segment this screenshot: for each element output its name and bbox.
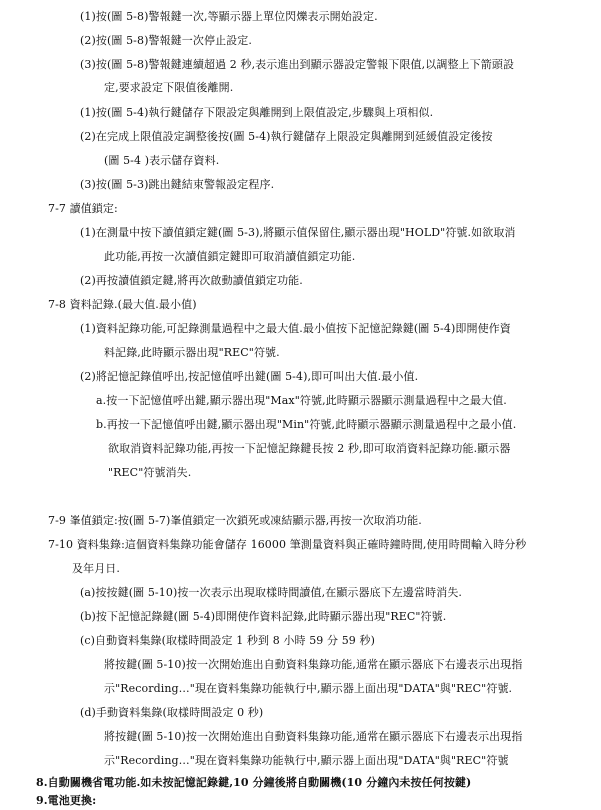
record-item-2: (2)將記憶記錄值呼出,按記憶值呼出鍵(圖 5-4),即可叫出大值.最小值. — [80, 370, 419, 383]
alarm-step-1: (1)按(圖 5-8)警報鍵一次,等顯示器上單位閃爍表示開始設定. — [80, 10, 378, 23]
record-item-2b-cont-2: "REC"符號消失. — [108, 466, 192, 479]
record-item-1: (1)資料記錄功能,可記錄測量過程中之最大值.最小值按下記憶記錄鍵(圖 5-4)即開使作資 — [80, 322, 511, 335]
datalog-item-d-cont-2: 示"Recording…"現在資料集錄功能執行中,顯示器上面出現"DATA"與"REC"符號 — [104, 754, 509, 767]
section-7-9-heading: 7-9 峯值鎖定:按(圖 5-7)峯值鎖定一次鎖死或凍結顯示器,再按一次取消功能. — [48, 514, 422, 527]
section-7-10-cont: 及年月日. — [72, 562, 120, 575]
record-item-2a: a.按一下記憶值呼出鍵,顯示器出現"Max"符號,此時顯示器顯示測量過程中之最大值. — [96, 394, 507, 407]
record-item-1-cont: 料記錄,此時顯示器出現"REC"符號. — [104, 346, 280, 359]
section-7-8-heading: 7-8 資料記錄.(最大值.最小值) — [48, 298, 197, 311]
datalog-item-c: (c)自動資料集錄(取樣時間設定 1 秒到 8 小時 59 分 59 秒) — [80, 634, 375, 647]
hold-item-1-cont: 此功能,再按一次讀值鎖定鍵即可取消讀值鎖定功能. — [104, 250, 356, 263]
record-item-2b: b.再按一下記憶值呼出鍵,顯示器出現"Min"符號,此時顯示器顯示測量過程中之最小值. — [96, 418, 517, 431]
alarm-step-2: (2)按(圖 5-8)警報鍵一次停止設定. — [80, 34, 252, 47]
datalog-item-d: (d)手動資料集錄(取樣時間設定 0 秒) — [80, 706, 264, 719]
datalog-item-b: (b)按下記憶記錄鍵(圖 5-4)即開使作資料記錄,此時顯示器出現"REC"符號. — [80, 610, 447, 623]
alarm-step-3: (3)按(圖 5-8)警報鍵連續超過 2 秒,表示進出到顯示器設定警報下限值,以調整上下箭頭設 — [80, 58, 515, 71]
datalog-item-d-cont: 將按鍵(圖 5-10)按一次開始進出自動資料集錄功能,通常在顯示器底下右邊表示出現指 — [104, 730, 523, 743]
upper-step-1: (1)按(圖 5-4)執行鍵儲存下限設定與離開到上限值設定,步驟與上項相似. — [80, 106, 434, 119]
section-9-battery-heading: 9.電池更換: — [36, 794, 97, 807]
hold-item-1: (1)在測量中按下讀值鎖定鍵(圖 5-3),將顯示值保留住,顯示器出現"HOLD"符號.如欲取消 — [80, 226, 516, 239]
datalog-item-c-cont: 將按鍵(圖 5-10)按一次開始進出自動資料集錄功能,通常在顯示器底下右邊表示出現指 — [104, 658, 523, 671]
section-7-7-heading: 7-7 讀值鎖定: — [48, 202, 118, 215]
section-8-auto-power-off: 8.自動關機省電功能.如未按記憶記錄鍵,10 分鐘後將自動關機(10 分鐘內未按任何按鍵) — [36, 776, 472, 789]
upper-step-2-cont: (圖 5-4 )表示儲存資料. — [104, 154, 220, 167]
alarm-step-3-cont: 定,要求設定下限值後離開. — [104, 81, 234, 94]
record-item-2b-cont: 欲取消資料記錄功能,再按一下記憶記錄鍵長按 2 秒,即可取消資料記錄功能.顯示器 — [108, 442, 511, 455]
datalog-item-a: (a)按按鍵(圖 5-10)按一次表示出現取樣時間讀值,在顯示器底下左邊當時消失. — [80, 586, 463, 599]
upper-step-3: (3)按(圖 5-3)跳出鍵結束警報設定程序. — [80, 178, 275, 191]
datalog-item-c-cont-2: 示"Recording…"現在資料集錄功能執行中,顯示器上面出現"DATA"與"REC"符號. — [104, 682, 513, 695]
upper-step-2: (2)在完成上限值設定調整後按(圖 5-4)執行鍵儲存上限設定與離開到延緩值設定後按 — [80, 130, 493, 143]
section-7-10-heading: 7-10 資料集錄:這個資料集錄功能會儲存 16000 筆測量資料與正確時鐘時間,使用時間輸入時分秒 — [48, 538, 527, 551]
hold-item-2: (2)再按讀值鎖定鍵,將再次啟動讀值鎖定功能. — [80, 274, 303, 287]
